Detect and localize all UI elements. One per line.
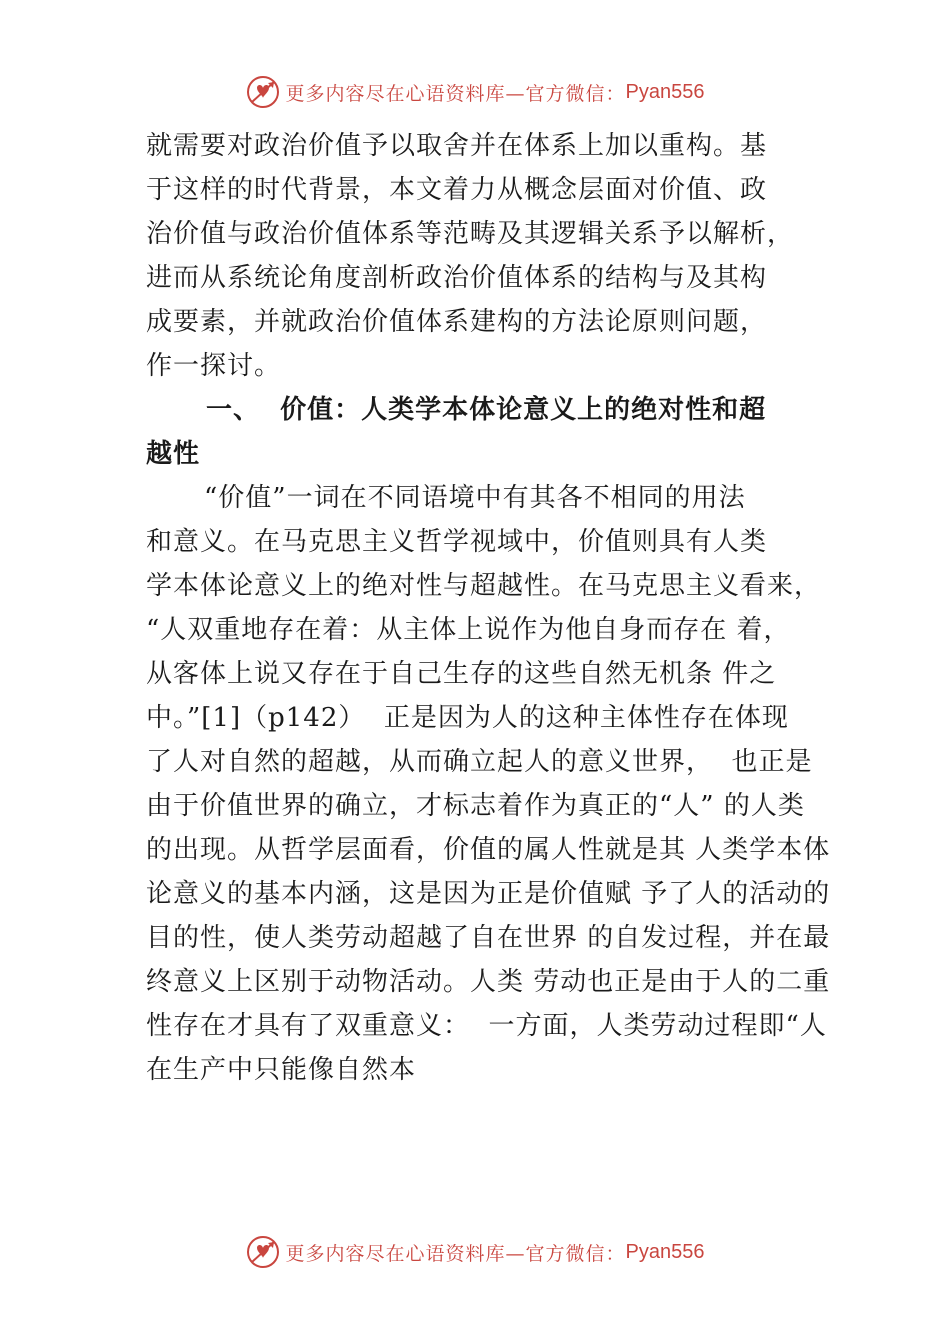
text-line: 于这样的时代背景，本文着力从概念层面对价值、政 — [146, 175, 768, 205]
watermark-header — [0, 72, 950, 112]
document-body — [146, 124, 846, 1092]
text-line: 和意义。在马克思主义哲学视域中，价值则具有人类 — [146, 527, 768, 557]
text-line: 中。”[1]（p142） 正是因为人的这种主体性存在体现 — [146, 703, 789, 733]
text-line: 的出现。从哲学层面看，价值的属人性就是其 人类学本体 — [146, 835, 831, 865]
watermark-text: 更多内容尽在心语资料库—官方微信： — [285, 82, 626, 105]
watermark-id: Pyan556 — [625, 80, 705, 103]
section-heading-continued: 越性 — [146, 439, 201, 469]
watermark-id: Pyan556 — [625, 1240, 705, 1263]
text-line: 目的性，使人类劳动超越了自在世界 的自发过程，并在最 — [146, 923, 831, 953]
heart-arrow-logo-icon — [246, 75, 280, 109]
text-line: 就需要对政治价值予以取舍并在体系上加以重构。基 — [146, 131, 768, 161]
text-line: 了人对自然的超越，从而确立起人的意义世界， 也正是 — [146, 747, 813, 777]
text-line: 进而从系统论角度剖析政治价值体系的结构与及其构 — [146, 263, 768, 293]
watermark-footer — [0, 1232, 950, 1272]
text-line: 由于价值世界的确立，才标志着作为真正的“人” 的人类 — [146, 791, 805, 821]
text-line: 治价值与政治价值体系等范畴及其逻辑关系予以解析， — [146, 219, 795, 249]
text-line: “人双重地存在着：从主体上说作为他自身而存在 着， — [146, 615, 791, 645]
text-line: 性存在才具有了双重意义： 一方面，人类劳动过程即“人 — [146, 1011, 827, 1041]
text-line: 成要素，并就政治价值体系建构的方法论原则问题， — [146, 307, 768, 337]
watermark-text: 更多内容尽在心语资料库—官方微信： — [285, 1242, 626, 1265]
section-heading: 一、 价值：人类学本体论意义上的绝对性和超 — [206, 395, 767, 425]
text-line: 终意义上区别于动物活动。人类 劳动也正是由于人的二重 — [146, 967, 831, 997]
heart-arrow-logo-icon — [246, 1235, 280, 1269]
text-line: 学本体论意义上的绝对性与超越性。在马克思主义看来， — [146, 571, 822, 601]
text-line: “价值”一词在不同语境中有其各不相同的用法 — [204, 483, 746, 513]
text-line: 在生产中只能像自然本 — [146, 1055, 417, 1085]
text-line: 论意义的基本内涵，这是因为正是价值赋 予了人的活动的 — [146, 879, 831, 909]
text-line: 作一探讨。 — [146, 351, 282, 381]
text-line: 从客体上说又存在于自己生存的这些自然无机条 件之 — [146, 659, 777, 689]
